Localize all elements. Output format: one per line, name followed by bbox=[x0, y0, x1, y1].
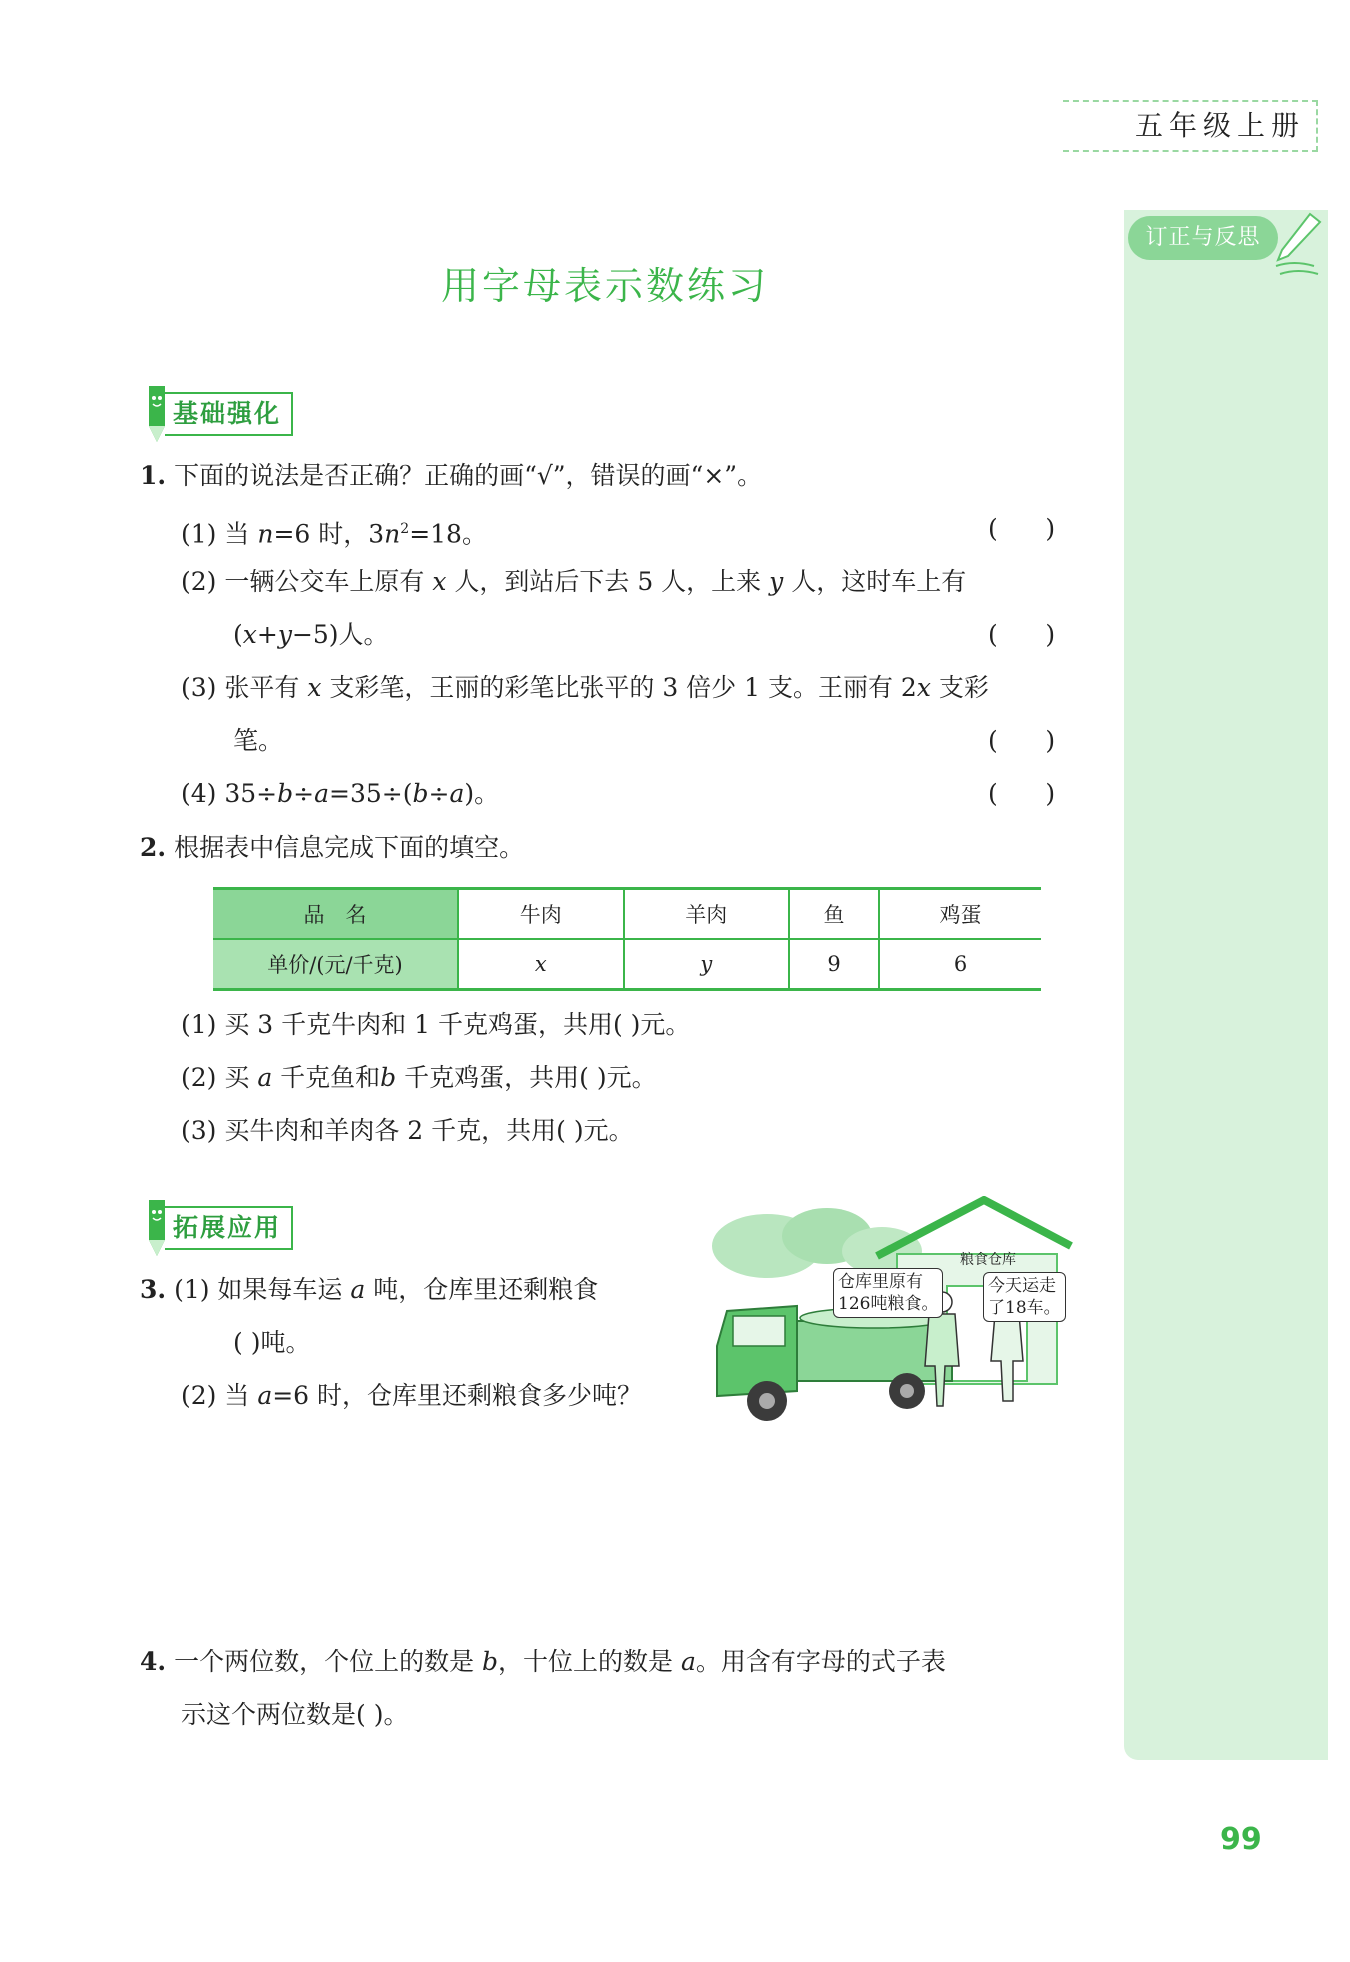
q1-stem-text: 下面的说法是否正确？正确的画“√”，错误的画“×”。 bbox=[174, 461, 763, 490]
reflection-tag: 订正与反思 bbox=[1128, 216, 1278, 260]
q1-4-text: ÷ bbox=[428, 779, 450, 808]
var-n: n bbox=[384, 519, 401, 549]
q1-3-text: 支彩笔，王丽的彩笔比张平的 3 倍少 1 支。王丽有 2 bbox=[321, 673, 917, 702]
var-a: a bbox=[350, 1275, 366, 1304]
q2-2-text: (2) 买 bbox=[181, 1063, 258, 1092]
section-basic-label: 基础强化 bbox=[165, 392, 293, 436]
speech-bubble-left: 仓库里原有 126吨粮食。 bbox=[833, 1268, 943, 1318]
q1-item-2-cont bbox=[233, 618, 389, 652]
q2-stem bbox=[140, 831, 524, 865]
q1-stem bbox=[140, 459, 762, 493]
var-a: a bbox=[257, 1063, 273, 1092]
q2-item-2 bbox=[181, 1061, 657, 1095]
grade-label: 五年级上册 bbox=[1135, 109, 1306, 142]
q1-3-text: 张平有 bbox=[224, 673, 308, 702]
pen-icon bbox=[1270, 210, 1326, 282]
q2-item-3: (3) 买牛肉和羊肉各 2 千克，共用( )元。 bbox=[181, 1116, 634, 1145]
q1-4-text: =35÷( bbox=[329, 779, 413, 808]
var-b: b bbox=[412, 779, 429, 808]
q1-4-answer-blank[interactable]: ( ) bbox=[988, 779, 1056, 808]
table-cell: 6 bbox=[879, 939, 1041, 990]
var-x: x bbox=[307, 673, 322, 702]
q1-1-answer-blank[interactable]: ( ) bbox=[988, 514, 1056, 543]
q1-1-text: =18。 bbox=[409, 519, 487, 549]
var-x: x bbox=[432, 567, 447, 596]
q1-item-3 bbox=[181, 671, 989, 705]
q1-1-label: (1) bbox=[181, 519, 217, 549]
truck bbox=[717, 1306, 952, 1421]
q2-stem-text: 根据表中信息完成下面的填空。 bbox=[174, 833, 525, 862]
var-x: x bbox=[242, 620, 257, 649]
q3-item-1-cont: ( )吨。 bbox=[233, 1328, 311, 1357]
q2-2-text: 千克鸡蛋，共用( )元。 bbox=[396, 1063, 657, 1092]
q3-item-1 bbox=[140, 1273, 598, 1307]
table-cell: x bbox=[458, 939, 624, 990]
var-b: b bbox=[482, 1647, 499, 1676]
var-y: y bbox=[277, 620, 292, 649]
reflection-sidebar bbox=[1124, 210, 1328, 1760]
page-title: 用字母表示数练习 bbox=[440, 264, 769, 308]
q1-4-label: (4) bbox=[181, 779, 217, 808]
q3-1-text: (1) 如果每车运 bbox=[174, 1275, 351, 1304]
table-header-cell: 牛肉 bbox=[458, 889, 624, 940]
section-extend-label: 拓展应用 bbox=[165, 1206, 293, 1250]
var-a: a bbox=[680, 1647, 696, 1676]
price-table bbox=[213, 887, 1041, 991]
table-cell: 单价/(元/千克) bbox=[213, 939, 458, 990]
q4-text: 。用含有字母的式子表 bbox=[695, 1647, 946, 1676]
q2-number: 2. bbox=[140, 833, 167, 862]
q1-2-label: (2) bbox=[181, 567, 217, 596]
table-cell: 9 bbox=[789, 939, 879, 990]
var-a: a bbox=[314, 779, 330, 808]
var-a: a bbox=[257, 1381, 273, 1410]
table-header-cell: 羊肉 bbox=[624, 889, 790, 940]
var-b: b bbox=[277, 779, 294, 808]
q1-3-label: (3) bbox=[181, 673, 217, 702]
var-a: a bbox=[449, 779, 465, 808]
q4-text: ，十位上的数是 bbox=[498, 1647, 681, 1676]
q1-item-1 bbox=[181, 512, 487, 551]
q1-2-answer-blank[interactable]: ( ) bbox=[988, 620, 1056, 649]
q1-2-text: 一辆公交车上原有 bbox=[224, 567, 433, 596]
q4-text: 一个两位数，个位上的数是 bbox=[174, 1647, 483, 1676]
exponent: 2 bbox=[400, 521, 410, 537]
q1-4-text: ÷ bbox=[293, 779, 315, 808]
var-x: x bbox=[916, 673, 931, 702]
var-n: n bbox=[257, 519, 274, 549]
q1-2-text: ( bbox=[233, 620, 243, 649]
page-number: 99 bbox=[1220, 1822, 1262, 1857]
q1-item-3-cont: 笔。 bbox=[233, 726, 284, 755]
q3-1-text: 吨，仓库里还剩粮食 bbox=[365, 1275, 599, 1304]
q1-4-text: )。 bbox=[464, 779, 500, 808]
q3-2-text: (2) 当 bbox=[181, 1381, 258, 1410]
table-header-cell: 品 名 bbox=[213, 889, 458, 940]
q3-number: 3. bbox=[140, 1275, 167, 1304]
table-header-cell: 鸡蛋 bbox=[879, 889, 1041, 940]
q1-item-2 bbox=[181, 565, 966, 599]
q1-3-text: 支彩 bbox=[930, 673, 989, 702]
q4-line-1 bbox=[140, 1645, 946, 1679]
q1-1-text: 当 bbox=[224, 519, 258, 549]
table-header-cell: 鱼 bbox=[789, 889, 879, 940]
q1-2-text: 人，这时车上有 bbox=[783, 567, 967, 596]
speech-bubble-right: 今天运走 了18车。 bbox=[983, 1272, 1066, 1322]
warehouse-sign: 粮食仓库 bbox=[960, 1252, 1016, 1268]
q3-2-text: =6 时，仓库里还剩粮食多少吨？ bbox=[272, 1381, 643, 1410]
q1-4-text: 35÷ bbox=[224, 779, 278, 808]
q3-item-2 bbox=[181, 1379, 642, 1413]
q4-line-2: 示这个两位数是( )。 bbox=[181, 1700, 409, 1729]
q1-3-answer-blank[interactable]: ( ) bbox=[988, 726, 1056, 755]
table-header-row bbox=[213, 889, 1041, 940]
q1-2-text: + bbox=[256, 620, 278, 649]
q1-1-text: =6 时，3 bbox=[273, 519, 385, 549]
q2-item-1: (1) 买 3 千克牛肉和 1 千克鸡蛋，共用( )元。 bbox=[181, 1010, 691, 1039]
q1-item-4 bbox=[181, 777, 499, 811]
table-cell: y bbox=[624, 939, 790, 990]
var-b: b bbox=[380, 1063, 397, 1092]
q1-2-text: 人，到站后下去 5 人，上来 bbox=[446, 567, 770, 596]
q1-number: 1. bbox=[140, 461, 167, 490]
var-y: y bbox=[769, 567, 784, 596]
table-row bbox=[213, 939, 1041, 990]
q2-2-text: 千克鱼和 bbox=[272, 1063, 381, 1092]
q4-number: 4. bbox=[140, 1647, 167, 1676]
q1-2-text: −5)人。 bbox=[291, 620, 389, 649]
